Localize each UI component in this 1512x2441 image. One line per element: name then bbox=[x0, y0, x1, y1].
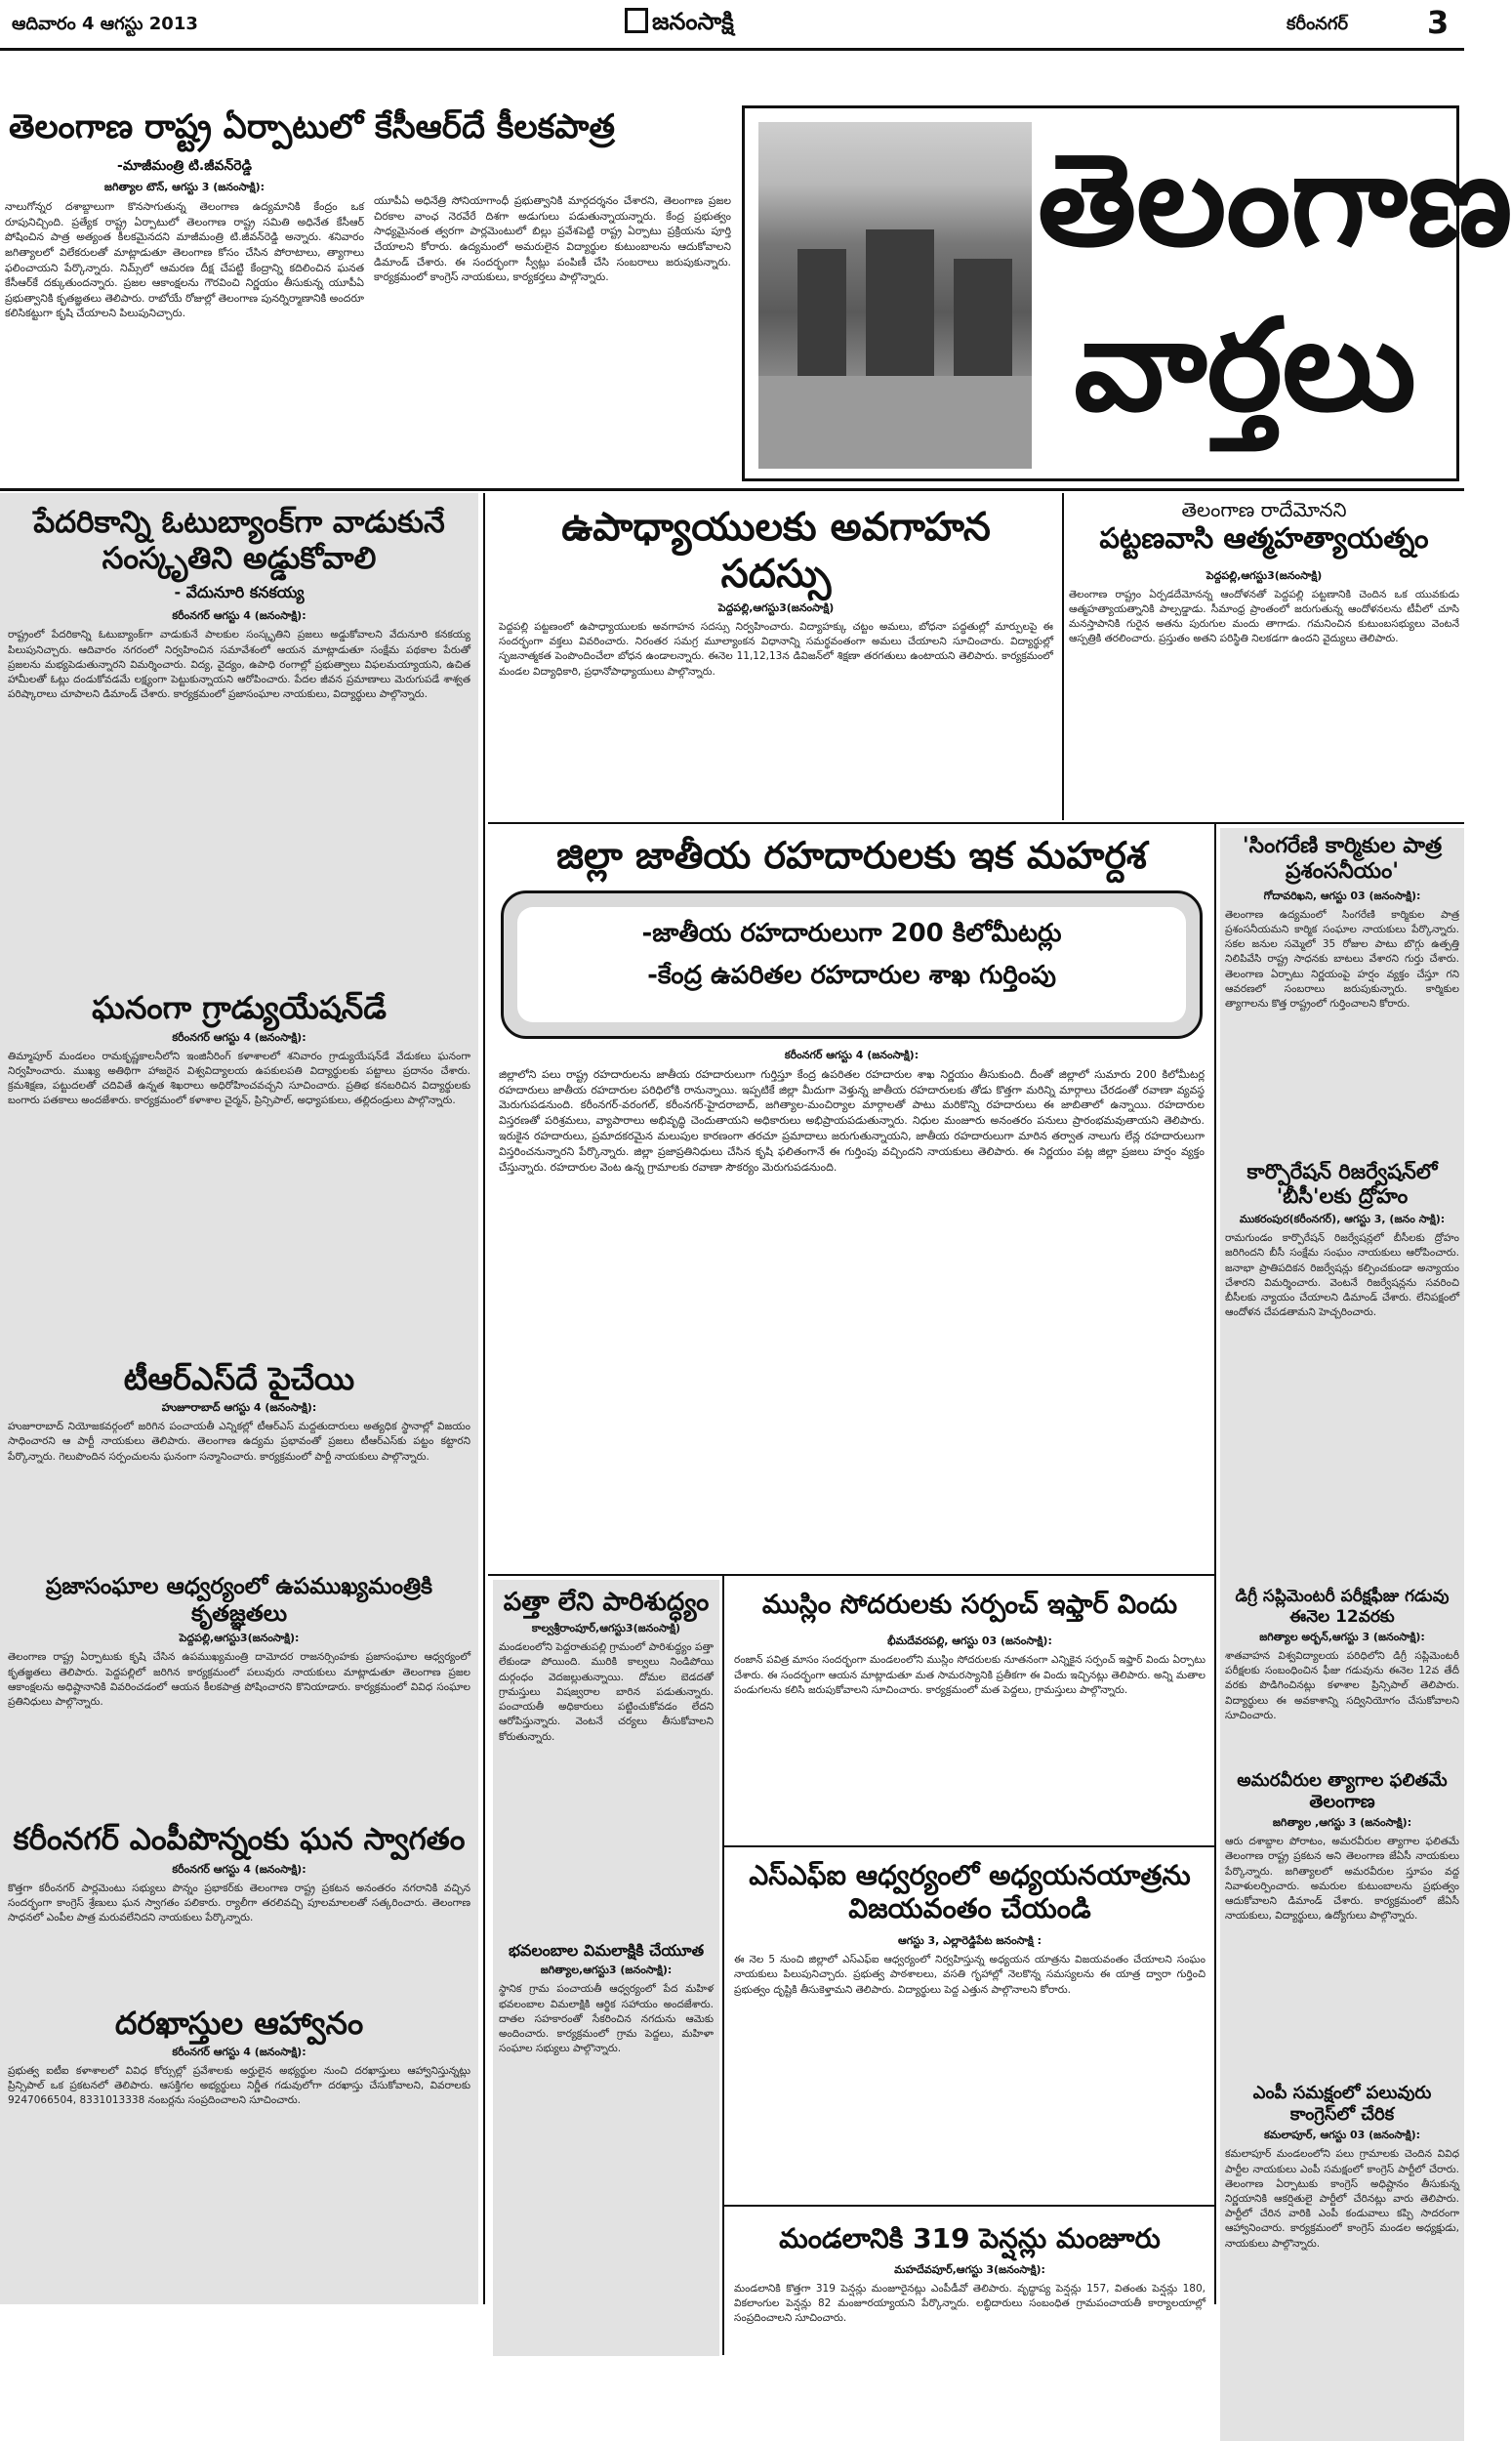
article-body: మండలానికి కొత్తగా 319 పెన్షన్లు మంజూరైనట్లు ఎంపీడీవో తెలిపారు. వృద్ధాప్య పెన్షన్లు 157, వితంతు పెన్షన్లు 180, వికలాంగుల పెన్షన్లు 82 మంజూరయ్యాయని పేర్కొన్నారు. లబ్ధిదారులు సంబంధిత గ్రామపంచాయతీ కార్యాలయాల్లో సంప్రదించాలని సూచించారు. bbox=[734, 2282, 1206, 2325]
headline: ఎంపీ సమక్షంలో పలువురు కాంగ్రెస్‌లో చేరిక bbox=[1252, 2083, 1432, 2125]
dateline: కరీంనగర్‌ ఆగస్టు 4 (జనంసాక్షి): bbox=[172, 1862, 306, 1876]
page-header bbox=[0, 0, 1464, 51]
headline: దరఖాస్తుల ఆహ్వానం bbox=[114, 2004, 364, 2042]
article-body: రాష్ట్రంలో పేదరికాన్ని ఓటుబ్యాంక్‌గా వాడుకునే పాలకుల సంస్కృతిని ప్రజలు అడ్డుకోవాలని వేదునూరి కనకయ్య పిలుపునిచ్చారు. ఆదివారం నగరంలో నిర్వహించిన సమావేశంలో ఆయన మాట్లాడుతూ సంక్షేమ పథకాల పేరుతో ప్రజలను మభ్యపెడుతున్నారని విమర్శించారు. విద్య, వైద్యం, ఉపాధి రంగాల్లో ప్రభుత్వాలు విఫలమయ్యాయని, ఉచిత హామీలతో ఓట్లు దండుకోవడమే లక్ష్యంగా పెట్టుకున్నాయని ఆరోపించారు. పేదల జీవన ప్రమాణాలు మెరుగుపడే శాశ్వత పరిష్కారాలు చూపాలని డిమాండ్‌ చేశారు. కార్యక్రమంలో ప్రజాసంఘాల నాయకులు, విద్యార్థులు పాల్గొన్నారు. bbox=[8, 629, 470, 701]
headline: ఉపాధ్యాయులకు అవగాహన సదస్సు bbox=[561, 505, 991, 597]
article-body: స్థానిక గ్రామ పంచాయతీ ఆధ్వర్యంలో పేద మహిళ భవలంబాల విమలాక్షికి ఆర్థిక సహాయం అందజేశారు. దాతల సహకారంతో సేకరించిన నగదును ఆమెకు అందించారు. కార్యక్రమంలో గ్రామ పెద్దలు, మహిళా సంఘాల సభ్యులు పాల్గొన్నారు. bbox=[499, 1983, 714, 2055]
article-body: ఆరు దశాబ్దాల పోరాటం, అమరవీరుల త్యాగాల ఫలితమే తెలంగాణ రాష్ట్ర ప్రకటన అని తెలంగాణ జేఏసీ నాయకులు పేర్కొన్నారు. జగిత్యాలలో అమరవీరుల స్తూపం వద్ద నివాళులర్పించారు. అమరుల కుటుంబాలను ప్రభుత్వం ఆదుకోవాలని డిమాండ్‌ చేశారు. కార్యక్రమంలో జేఏసీ నాయకులు, విద్యార్థులు, ఉద్యోగులు పాల్గొన్నారు. bbox=[1225, 1836, 1459, 1923]
subheadline: -జాతీయ రహదారులుగా 200 కిలోమీటర్లు bbox=[641, 918, 1062, 948]
dateline: కమలాపూర్‌, ఆగస్టు 03 (జనంసాక్షి): bbox=[1263, 2129, 1421, 2142]
masthead-logo-icon bbox=[625, 8, 648, 33]
headline: తెలంగాణ రాష్ట్ర ఏర్పాటులో కేసీఆర్‌దే కీలకపాత్ర bbox=[9, 107, 615, 146]
divider bbox=[722, 1574, 724, 2355]
article-body: పెద్దపల్లి పట్టణంలో ఉపాధ్యాయులకు అవగాహన సదస్సు నిర్వహించారు. విద్యాహక్కు చట్టం అమలు, బోధనా పద్ధతుల్లో మార్పులపై ఈ సందర్భంగా వక్తలు వివరించారు. నిరంతర సమగ్ర మూల్యాంకన విధానాన్ని సమర్థవంతంగా అమలు చేయాలని సూచించారు. విద్యార్థుల్లో సృజనాత్మకత పెంపొందించేలా బోధన ఉండాలన్నారు. ఈనెల 11,12,13న డివిజన్‌లో శిక్షణా తరగతులు ఉంటాయని తెలిపారు. కార్యక్రమంలో మండల విద్యాధికారి, ప్రధానోపాధ్యాయులు పాల్గొన్నారు. bbox=[499, 621, 1053, 678]
headline: 'సింగరేణి కార్మికుల పాత్ర ప్రశంసనీయం' bbox=[1242, 834, 1443, 885]
divider bbox=[1062, 493, 1064, 820]
byline: -మాజీమంత్రి టి.జీవన్‌రెడ్డి bbox=[117, 158, 252, 174]
divider bbox=[488, 1574, 1214, 1576]
dateline: భీమదేవరపల్లి, ఆగస్టు 03 (జనంసాక్షి): bbox=[887, 1634, 1052, 1648]
feature-title bbox=[1038, 118, 1512, 470]
headline: పట్టణవాసి ఆత్మహత్యాయత్నం bbox=[1099, 521, 1429, 555]
feature-title-line2: వార్తలు bbox=[1074, 291, 1416, 439]
article-body-col2: యూపీఏ అధినేత్రి సోనియాగాంధీ ప్రభుత్వానికి మార్గదర్శనం చేశారని, తెలంగాణ ప్రజల చిరకాల వాంఛ నెరవేరే దిశగా అడుగులు పడుతున్నాయన్నారు. కేంద్ర ప్రభుత్వం సాధ్యమైనంత త్వరగా పార్లమెంటులో బిల్లు ప్రవేశపెట్టి రాష్ట్ర ఏర్పాటు ప్రక్రియను పూర్తి చేయాలని కోరారు. ఉద్యమంలో అమరులైన విద్యార్థుల కుటుంబాలను ఆదుకోవాలని డిమాండ్‌ చేశారు. ఈ సందర్భంగా స్వీట్లు పంపిణీ చేసి సంబరాలు జరుపుకున్నారు. కార్యక్రమంలో కాంగ్రెస్‌ నాయకులు, కార్యకర్తలు పాల్గొన్నారు. bbox=[374, 194, 731, 284]
subheadline: -కేంద్ర ఉపరితల రహదారుల శాఖ గుర్తింపు bbox=[647, 960, 1056, 990]
headline: ఘనంగా గ్రాడ్యుయేషన్‌డే bbox=[92, 989, 387, 1027]
article-teachers bbox=[493, 498, 1059, 820]
article-body: తెలంగాణ రాష్ట్ర ఏర్పాటుకు కృషి చేసిన ఉపముఖ్యమంత్రి దామోదర రాజనర్సింహకు ప్రజాసంఘాల ఆధ్వర్యంలో కృతజ్ఞతలు తెలిపారు. పెద్దపల్లిలో జరిగిన కార్యక్రమంలో పలువురు నాయకులు మాట్లాడుతూ తెలంగాణ ప్రజల ఆకాంక్షలను అధిష్టానానికి వివరించడంలో ఆయన కీలకపాత్ర పోషించారని కొనియాడారు. కార్యక్రమంలో వివిధ సంఘాల ప్రతినిధులు పాల్గొన్నారు. bbox=[8, 1651, 470, 1708]
dateline: ఆగస్టు 3, ఎల్లారెడ్డిపేట జనంసాక్షి : bbox=[897, 1934, 1042, 1948]
dateline: కరీంనగర్‌ ఆగస్టు 4 (జనంసాక్షి): bbox=[172, 2045, 306, 2058]
article-body: తిమ్మాపూర్‌ మండలం రామకృష్ణకాలనీలోని ఇంజినీరింగ్‌ కళాశాలలో శనివారం గ్రాడ్యుయేషన్‌డే వేడుకలు ఘనంగా నిర్వహించారు. ముఖ్య అతిథిగా హాజరైన విశ్వవిద్యాలయ ఉపకులపతి విద్యార్థులకు పట్టాలు ప్రదానం చేశారు. క్రమశిక్షణ, పట్టుదలతో చదివితే ఉన్నత శిఖరాలు అధిరోహించవచ్చని సూచించారు. ప్రతిభ కనబరిచిన విద్యార్థులకు బంగారు పతకాలు అందజేశారు. కార్యక్రమంలో కళాశాల చైర్మన్‌, ప్రిన్సిపాల్‌, అధ్యాపకులు, తల్లిదండ్రులు పాల్గొన్నారు. bbox=[8, 1050, 470, 1107]
article-body: ఈ నెల 5 నుంచి జిల్లాలో ఎస్‌ఎఫ్‌ఐ ఆధ్వర్యంలో నిర్వహిస్తున్న అధ్యయన యాత్రను విజయవంతం చేయాలని సంఘం నాయకులు పిలుపునిచ్చారు. ప్రభుత్వ పాఠశాలలు, వసతి గృహాల్లో నెలకొన్న సమస్యలను ఈ యాత్ర ద్వారా గుర్తించి ప్రభుత్వం దృష్టికి తీసుకెళ్తామని తెలిపారు. విద్యార్థులు పెద్ద ఎత్తున పాల్గొనాలని కోరారు. bbox=[734, 1954, 1206, 1996]
article-body: కమలాపూర్‌ మండలంలోని పలు గ్రామాలకు చెందిన వివిధ పార్టీల నాయకులు ఎంపీ సమక్షంలో కాంగ్రెస్‌ పార్టీలో చేరారు. తెలంగాణ ఏర్పాటుకు కాంగ్రెస్‌ అధిష్టానం తీసుకున్న నిర్ణయానికి ఆకర్షితులై పార్టీలో చేరినట్లు వారు తెలిపారు. పార్టీలో చేరిన వారికి ఎంపీ కండువాలు కప్పి సాదరంగా ఆహ్వానించారు. కార్యక్రమంలో కాంగ్రెస్‌ మండల అధ్యక్షుడు, నాయకులు పాల్గొన్నారు. bbox=[1225, 2148, 1459, 2250]
left-column bbox=[0, 493, 478, 2304]
headline: డిగ్రీ సప్లిమెంటరీ పరీక్షఫీజు గడువు ఈనెల 12వరకు bbox=[1235, 1587, 1450, 1627]
headline: ప్రజాసంఘాల ఆధ్వర్యంలో ఉపముఖ్యమంత్రికి కృతజ్ఞతలు bbox=[45, 1574, 433, 1627]
divider bbox=[1214, 822, 1216, 2304]
dateline: జగిత్యాల,ఆగస్టు3 (జనంసాక్షి): bbox=[540, 1964, 673, 1977]
dateline: గోదావరిఖని, ఆగస్టు 03 (జనంసాక్షి): bbox=[1263, 889, 1421, 902]
dateline: జగిత్యాల ,ఆగస్టు 3 (జనంసాక్షి): bbox=[1272, 1816, 1412, 1830]
dateline: పెద్దపల్లి,ఆగస్టు3(జనంసాక్షి) bbox=[717, 601, 835, 614]
subheadline-box bbox=[501, 890, 1203, 1039]
dateline: మహదేవపూర్‌,ఆగస్టు 3(జనంసాక్షి): bbox=[894, 2262, 1045, 2276]
headline: పత్తా లేని పారిశుద్ధ్యం bbox=[503, 1588, 710, 1617]
article-pensions bbox=[728, 2209, 1211, 2355]
article-highways bbox=[493, 828, 1210, 1570]
dateline: కరీంనగర్‌ ఆగస్టు 4 (జనంసాక్షి): bbox=[784, 1048, 919, 1061]
divider bbox=[483, 493, 485, 2304]
headline: జిల్లా జాతీయ రహదారులకు ఇక మహర్దశ bbox=[556, 834, 1147, 877]
dateline: జగిత్యాల టౌన్‌, ఆగస్టు 3 (జనంసాక్షి): bbox=[103, 181, 266, 193]
dateline: పెద్దపల్లి,ఆగస్టు3(జనంసాక్షి): bbox=[179, 1632, 300, 1645]
page-number: 3 bbox=[1427, 4, 1450, 41]
article-body: ప్రభుత్వ ఐటీఐ కళాశాలలో వివిధ కోర్సుల్లో ప్రవేశాలకు అర్హులైన అభ్యర్థుల నుంచి దరఖాస్తులు ఆహ్వానిస్తున్నట్లు ప్రిన్సిపాల్‌ ఒక ప్రకటనలో తెలిపారు. ఆసక్తిగల అభ్యర్థులు నిర్ణీత గడువులోగా దరఖాస్తు చేసుకోవాలని, వివరాలకు 9247066504, 8331013338 నంబర్లను సంప్రదించాలని సూచించారు. bbox=[8, 2064, 470, 2107]
dateline: కరీంనగర్‌ ఆగస్టు 4 (జనంసాక్షి): bbox=[172, 609, 306, 623]
issue-date: ఆదివారం 4 ఆగస్టు 2013 bbox=[12, 14, 198, 34]
dateline: హుజూరాబాద్‌ ఆగస్టు 4 (జనంసాక్షి): bbox=[161, 1401, 317, 1415]
article-suicide-attempt bbox=[1069, 498, 1459, 820]
feature-box bbox=[742, 105, 1512, 481]
article-body: హుజూరాబాద్‌ నియోజకవర్గంలో జరిగిన పంచాయతీ ఎన్నికల్లో టీఆర్‌ఎస్‌ మద్దతుదారులు అత్యధిక స్థానాల్లో విజయం సాధించారని ఆ పార్టీ నాయకులు తెలిపారు. తెలంగాణ ఉద్యమ ప్రభావంతో ప్రజలు టీఆర్‌ఎస్‌కు పట్టం కట్టారని పేర్కొన్నారు. గెలుపొందిన సర్పంచులను ఘనంగా సన్మానించారు. కార్యక్రమంలో పార్టీ నాయకులు పాల్గొన్నారు. bbox=[8, 1421, 470, 1463]
article-body: రంజాన్‌ పవిత్ర మాసం సందర్భంగా మండలంలోని ముస్లిం సోదరులకు నూతనంగా ఎన్నికైన సర్పంచ్‌ ఇఫ్తార్‌ విందు ఏర్పాటు చేశారు. ఈ సందర్భంగా ఆయన మాట్లాడుతూ మత సామరస్యానికి ప్రతీకగా ఈ విందు ఇచ్చినట్లు తెలిపారు. అన్ని మతాల పండుగలను కలిసి జరుపుకోవాలని సూచించారు. కార్యక్రమంలో మత పెద్దలు, గ్రామస్తులు పాల్గొన్నారు. bbox=[734, 1654, 1206, 1696]
headline: పేదరికాన్ని ఓటుబ్యాంక్‌గా వాడుకునే సంస్కృతిని అడ్డుకోవాలి bbox=[33, 505, 445, 577]
dateline: జగిత్యాల అర్బన్‌,ఆగస్టు 3 (జనంసాక్షి): bbox=[1259, 1630, 1425, 1643]
fort-ruins-photo bbox=[758, 122, 1032, 469]
headline: అమరవీరుల త్యాగాల ఫలితమే తెలంగాణ bbox=[1237, 1769, 1448, 1812]
headline: కార్పొరేషన్‌ రిజర్వేషన్‌లో 'బీసీ'లకు ద్రోహం bbox=[1246, 1159, 1438, 1208]
article-body: రామగుండం కార్పొరేషన్‌ రిజర్వేషన్లలో బీసీలకు ద్రోహం జరిగిందని బీసీ సంక్షేమ సంఘం నాయకులు ఆరోపించారు. జనాభా ప్రాతిపదికన రిజర్వేషన్లు కల్పించకుండా అన్యాయం చేశారని విమర్శించారు. వెంటనే రిజర్వేషన్లను సవరించి బీసీలకు న్యాయం చేయాలని డిమాండ్‌ చేశారు. లేనిపక్షంలో ఆందోళన చేపడతామని హెచ్చరించారు. bbox=[1225, 1232, 1459, 1319]
feature-title-line1: తెలంగాణ bbox=[1038, 126, 1512, 274]
dateline: కాల్వశ్రీరాంపూర్‌,ఆగస్టు3(జనంసాక్షి) bbox=[531, 1622, 681, 1635]
article-kcr bbox=[5, 107, 737, 488]
subheadline: భవలంబాల విమలాక్షికి చేయూత bbox=[508, 1941, 705, 1961]
dateline: కరీంనగర్‌ ఆగస్టు 4 (జనంసాక్షి): bbox=[172, 1030, 306, 1044]
byline: - వేదునూరి కనకయ్య bbox=[174, 583, 305, 602]
divider bbox=[724, 2205, 1214, 2207]
dateline: పెద్దపల్లి,ఆగస్టు3(జనంసాక్షి) bbox=[1206, 568, 1323, 582]
headline: ముస్లిం సోదరులకు సర్పంచ్‌ ఇఫ్తార్‌ విందు bbox=[761, 1590, 1178, 1620]
article-body: కొత్తగా కరీంనగర్‌ పార్లమెంటు సభ్యులు పొన్నం ప్రభాకర్‌కు తెలంగాణ రాష్ట్ర ప్రకటన అనంతరం నగరానికి వచ్చిన సందర్భంగా కాంగ్రెస్‌ శ్రేణులు ఘన స్వాగతం పలికారు. ర్యాలీగా తరలివచ్చి పూలమాలలతో సత్కరించారు. తెలంగాణ సాధనలో ఎంపీల పాత్ర మరువలేనిదని నాయకులు పేర్కొన్నారు. bbox=[8, 1882, 470, 1924]
dateline: ముకరంపుర(కరీంనగర్‌), ఆగస్టు 3, (జనం సాక్షి): bbox=[1239, 1213, 1446, 1226]
divider bbox=[724, 1845, 1214, 1847]
masthead: జనంసాక్షి bbox=[652, 8, 734, 35]
article-body: శాతవాహన విశ్వవిద్యాలయ పరిధిలోని డిగ్రీ సప్లిమెంటరీ పరీక్షలకు సంబంధించిన ఫీజు గడువును ఈనెల 12వ తేదీ వరకు పొడిగించినట్లు కళాశాల ప్రిన్సిపాల్‌ తెలిపారు. విద్యార్థులు ఈ అవకాశాన్ని సద్వినియోగం చేసుకోవాలని సూచించారు. bbox=[1225, 1649, 1459, 1721]
headline: మండలానికి 319 పెన్షన్లు మంజూరు bbox=[779, 2222, 1161, 2255]
article-body: మండలంలోని పెద్దరాతుపల్లి గ్రామంలో పారిశుద్ధ్యం పత్తా లేకుండా పోయింది. మురికి కాల్వలు నిండిపోయి దుర్గంధం వెదజల్లుతున్నాయి. దోమల బెడదతో గ్రామస్తులు విషజ్వరాల బారిన పడుతున్నారు. పంచాయతీ అధికారులు పట్టించుకోవడం లేదని ఆరోపిస్తున్నారు. వెంటనే చర్యలు తీసుకోవాలని కోరుతున్నారు. bbox=[499, 1641, 714, 1743]
right-column bbox=[1220, 828, 1464, 2441]
article-body: తెలంగాణ ఉద్యమంలో సింగరేణి కార్మికుల పాత్ర ప్రశంసనీయమని కార్మిక సంఘాల నాయకులు పేర్కొన్నారు. సకల జనుల సమ్మెలో 35 రోజుల పాటు బొగ్గు ఉత్పత్తి నిలిపివేసి రాష్ట్ర సాధనకు బాటలు వేశారని గుర్తు చేశారు. తెలంగాణ ఏర్పాటు నిర్ణయంపై హర్షం వ్యక్తం చేస్తూ గని ఆవరణలో సంబరాలు జరుపుకున్నారు. కార్మికుల త్యాగాలను కొత్త రాష్ట్రంలో గుర్తించాలని కోరారు. bbox=[1225, 908, 1459, 1011]
headline: కరీంనగర్‌ ఎంపీపొన్నంకు ఘన స్వాగతం bbox=[13, 1822, 466, 1858]
kicker: తెలంగాణ రాదేమోనని bbox=[1181, 498, 1347, 521]
article-iftar bbox=[728, 1580, 1211, 1843]
divider bbox=[488, 822, 1464, 824]
article-body: నాలుగోన్నర దశాబ్దాలుగా కొనసాగుతున్న తెలంగాణ ఉద్యమానికి కేంద్రం ఒక రూపునిచ్చింది. ప్రత్యేక రాష్ట్ర ఏర్పాటులో తెలంగాణ రాష్ట్ర సమితి అధినేత కేసీఆర్‌ పోషించిన పాత్ర అత్యంత కీలకమైనదని మాజీమంత్రి టి.జీవన్‌రెడ్డి అన్నారు. శనివారం జగిత్యాలలో విలేకరులతో మాట్లాడుతూ తెలంగాణ కోసం చేసిన పోరాటాలు, త్యాగాలు ఫలించాయని పేర్కొన్నారు. నిమ్స్‌లో ఆమరణ దీక్ష చేపట్టి కేంద్రాన్ని కదిలించిన ఘనత కేసీఆర్‌కే దక్కుతుందన్నారు. ప్రజల ఆకాంక్షలను గౌరవించి నిర్ణయం తీసుకున్న యూపీఏ ప్రభుత్వానికి కృతజ్ఞతలు తెలిపారు. రాబోయే రోజుల్లో తెలంగాణ పునర్నిర్మాణానికి అందరూ కలిసికట్టుగా కృషి చేయాలని పిలుపునిచ్చారు. bbox=[5, 200, 364, 320]
article-body: జిల్లాలోని పలు రాష్ట్ర రహదారులను జాతీయ రహదారులుగా గుర్తిస్తూ కేంద్ర ఉపరితల రహదారుల శాఖ నిర్ణయం తీసుకుంది. దీంతో జిల్లాలో సుమారు 200 కిలోమీటర్ల రహదారులు జాతీయ రహదారుల పరిధిలోకి రానున్నాయి. ఇప్పటికే జిల్లా మీదుగా వెళ్తున్న జాతీయ రహదారులకు తోడు కొత్తగా మరిన్ని మార్గాలు చేరడంతో రవాణా వ్యవస్థ మెరుగుపడనుంది. కరీంనగర్‌-వరంగల్‌, కరీంనగర్‌-హైదరాబాద్‌, జగిత్యాల-మంచిర్యాల మార్గాలతో పాటు మరికొన్ని రహదారులు ఈ జాబితాలో ఉన్నాయి. రహదారుల విస్తరణతో పరిశ్రమలు, వ్యాపారాలు అభివృద్ధి చెందుతాయని అధికారులు అభిప్రాయపడుతున్నారు. నిధుల మంజూరు అనంతరం పనులు ప్రారంభమవుతాయని తెలిపారు. ఇరుకైన రహదారులు, ప్రమాదకరమైన మలుపుల కారణంగా తరచూ ప్రమాదాలు జరుగుతున్నాయని, జాతీయ రహదారులుగా మారిన తర్వాత నాలుగు లేన్ల రహదారులుగా విస్తరించనున్నారని పేర్కొన్నారు. జిల్లా ప్రజాప్రతినిధులు చేసిన కృషి ఫలితంగానే ఈ గుర్తింపు వచ్చిందని నాయకులు తెలిపారు. ఈ నిర్ణయం పట్ల జిల్లా ప్రజలు హర్షం వ్యక్తం చేస్తున్నారు. రహదారుల వెంట ఉన్న గ్రామాలకు రవాణా సౌకర్యం మెరుగుపడనుంది. bbox=[499, 1067, 1205, 1175]
article-sfi bbox=[728, 1851, 1211, 2203]
article-body: తెలంగాణ రాష్ట్రం ఏర్పడదేమోనన్న ఆందోళనతో పెద్దపల్లి పట్టణానికి చెందిన ఒక యువకుడు ఆత్మహత్యాయత్నానికి పాల్పడ్డాడు. సీమాంధ్ర ప్రాంతంలో జరుగుతున్న ఆందోళనలను టీవీలో చూసి మనస్తాపానికి గురైన అతను పురుగుల మందు తాగాడు. గమనించిన కుటుంబసభ్యులు వెంటనే ఆస్పత్రికి తరలించారు. ప్రస్తుతం అతని పరిస్థితి నిలకడగా ఉందని వైద్యులు తెలిపారు. bbox=[1069, 588, 1459, 645]
article-sanitation bbox=[493, 1580, 719, 2356]
headline: ఎస్‌ఎఫ్‌ఐ ఆధ్వర్యంలో అధ్యయనయాత్రను విజయవంతం చేయండి bbox=[749, 1859, 1191, 1924]
edition-location: కరీంనగర్ bbox=[1287, 14, 1348, 34]
divider bbox=[0, 488, 1464, 491]
headline: టీఆర్‌ఎస్‌దే పైచేయి bbox=[123, 1359, 355, 1397]
